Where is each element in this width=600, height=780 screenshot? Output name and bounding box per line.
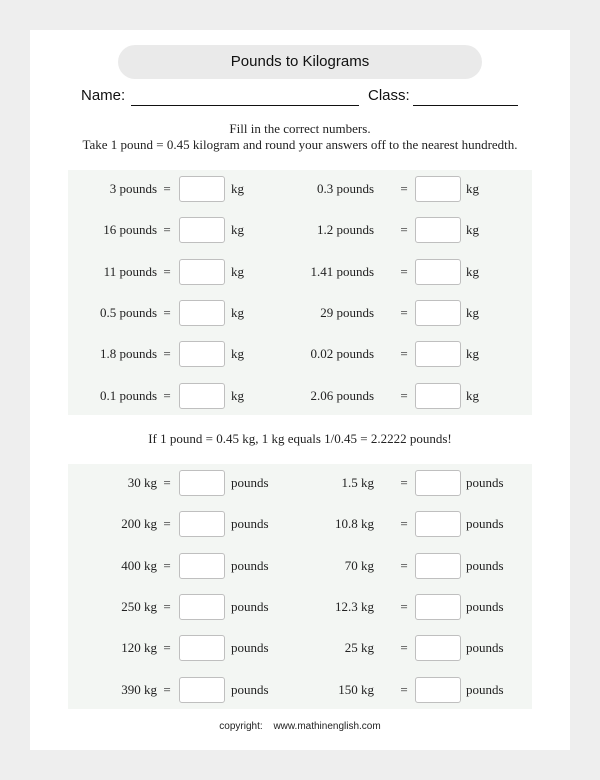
unit-label: pounds [231,516,269,532]
problem-quantity: 70 kg [344,557,374,573]
unit-label: kg [466,222,479,238]
problem-quantity: 1.5 kg [341,475,374,490]
equals-sign: = [400,516,408,532]
problem-quantity: 0.1 pounds [99,387,157,403]
problem-quantity: 0.5 pounds [99,304,157,320]
answer-box[interactable] [415,341,461,367]
unit-label: pounds [231,557,269,573]
problem-quantity: 0.02 pounds [310,346,374,362]
equals-sign: = [163,557,171,573]
class-label: Class: [368,87,410,104]
problem-quantity: 120 kg [121,640,157,656]
answer-box[interactable] [415,259,461,285]
problem-row [68,594,532,620]
equals-sign: = [400,346,408,362]
class-line[interactable] [413,105,518,106]
unit-label: kg [466,263,479,279]
equals-sign: = [400,222,408,238]
problem-quantity: 25 kg [344,640,374,656]
problem-quantity: 16 pounds [103,222,157,238]
problem-row [68,176,532,202]
problem-row [68,341,532,367]
copyright-site[interactable]: www.mathinenglish.com [273,721,381,732]
answer-box[interactable] [415,176,461,202]
problem-quantity: 1.41 pounds [310,263,374,279]
unit-label: pounds [231,640,269,656]
conversion-note: If 1 pound = 0.45 kg, 1 kg equals 1/0.45 = 2.2222 pounds! [148,431,452,446]
unit-label: kg [466,387,479,403]
equals-sign: = [400,263,408,279]
pounds-to-kg-section [68,170,532,415]
equals-sign: = [163,387,171,403]
equals-sign: = [163,263,171,279]
problem-quantity: 29 pounds [320,304,374,320]
unit-label: pounds [466,475,504,490]
equals-sign: = [163,681,171,697]
copyright-label: copyright: [219,721,263,732]
problem-quantity: 150 kg [338,681,374,697]
equals-sign: = [400,181,408,196]
equals-sign: = [163,475,171,490]
equals-sign: = [163,222,171,238]
unit-label: kg [231,387,244,403]
unit-label: kg [231,181,244,196]
problem-quantity: 1.8 pounds [99,346,157,362]
equals-sign: = [400,304,408,320]
problem-row [68,259,532,285]
problem-quantity: 200 kg [121,516,157,532]
problem-quantity: 3 pounds [109,181,157,196]
kg-to-pounds-section [68,464,532,709]
unit-label: kg [231,346,244,362]
problem-quantity: 390 kg [121,681,157,697]
problem-quantity: 11 pounds [103,263,157,279]
unit-label: pounds [231,475,269,490]
problem-row [68,300,532,326]
unit-label: kg [466,346,479,362]
problem-quantity: 400 kg [121,557,157,573]
problem-row [68,553,532,579]
name-line[interactable] [131,105,359,106]
answer-box[interactable] [415,553,461,579]
problem-quantity: 12.3 kg [335,598,374,614]
unit-label: pounds [231,598,269,614]
copyright [30,721,570,732]
unit-label: kg [231,222,244,238]
unit-label: pounds [466,640,504,656]
equals-sign: = [163,598,171,614]
unit-label: pounds [466,516,504,532]
problem-quantity: 10.8 kg [335,516,374,532]
answer-box[interactable] [415,470,461,496]
name-label: Name: [81,87,126,104]
unit-label: pounds [466,598,504,614]
instruction-line-2: Take 1 pound = 0.45 kilogram and round your answers off to the nearest hundredth. [82,137,518,152]
answer-box[interactable] [415,217,461,243]
unit-label: pounds [466,557,504,573]
answer-box[interactable] [415,594,461,620]
equals-sign: = [163,640,171,656]
unit-label: kg [231,304,244,320]
unit-label: pounds [466,681,504,697]
equals-sign: = [400,598,408,614]
problem-row [68,511,532,537]
problem-quantity: 2.06 pounds [310,387,374,403]
page-title: Pounds to Kilograms [118,45,482,79]
problem-row [68,217,532,243]
answer-box[interactable] [415,383,461,409]
equals-sign: = [163,516,171,532]
equals-sign: = [400,387,408,403]
answer-box[interactable] [415,677,461,703]
unit-label: kg [466,304,479,320]
problem-row [68,470,532,496]
unit-label: pounds [231,681,269,697]
equals-sign: = [400,681,408,697]
equals-sign: = [400,640,408,656]
problem-quantity: 30 kg [127,475,157,490]
equals-sign: = [163,304,171,320]
problem-row [68,383,532,409]
answer-box[interactable] [415,300,461,326]
answer-box[interactable] [415,635,461,661]
equals-sign: = [400,475,408,490]
worksheet [30,30,570,750]
problem-quantity: 1.2 pounds [316,222,374,238]
equals-sign: = [163,346,171,362]
equals-sign: = [400,557,408,573]
problem-row [68,677,532,703]
problem-quantity: 0.3 pounds [316,181,374,196]
problem-quantity: 250 kg [121,598,157,614]
equals-sign: = [163,181,171,196]
unit-label: kg [231,263,244,279]
instruction-line-1: Fill in the correct numbers. [229,121,371,136]
problem-row [68,635,532,661]
answer-box[interactable] [415,511,461,537]
unit-label: kg [466,181,479,196]
